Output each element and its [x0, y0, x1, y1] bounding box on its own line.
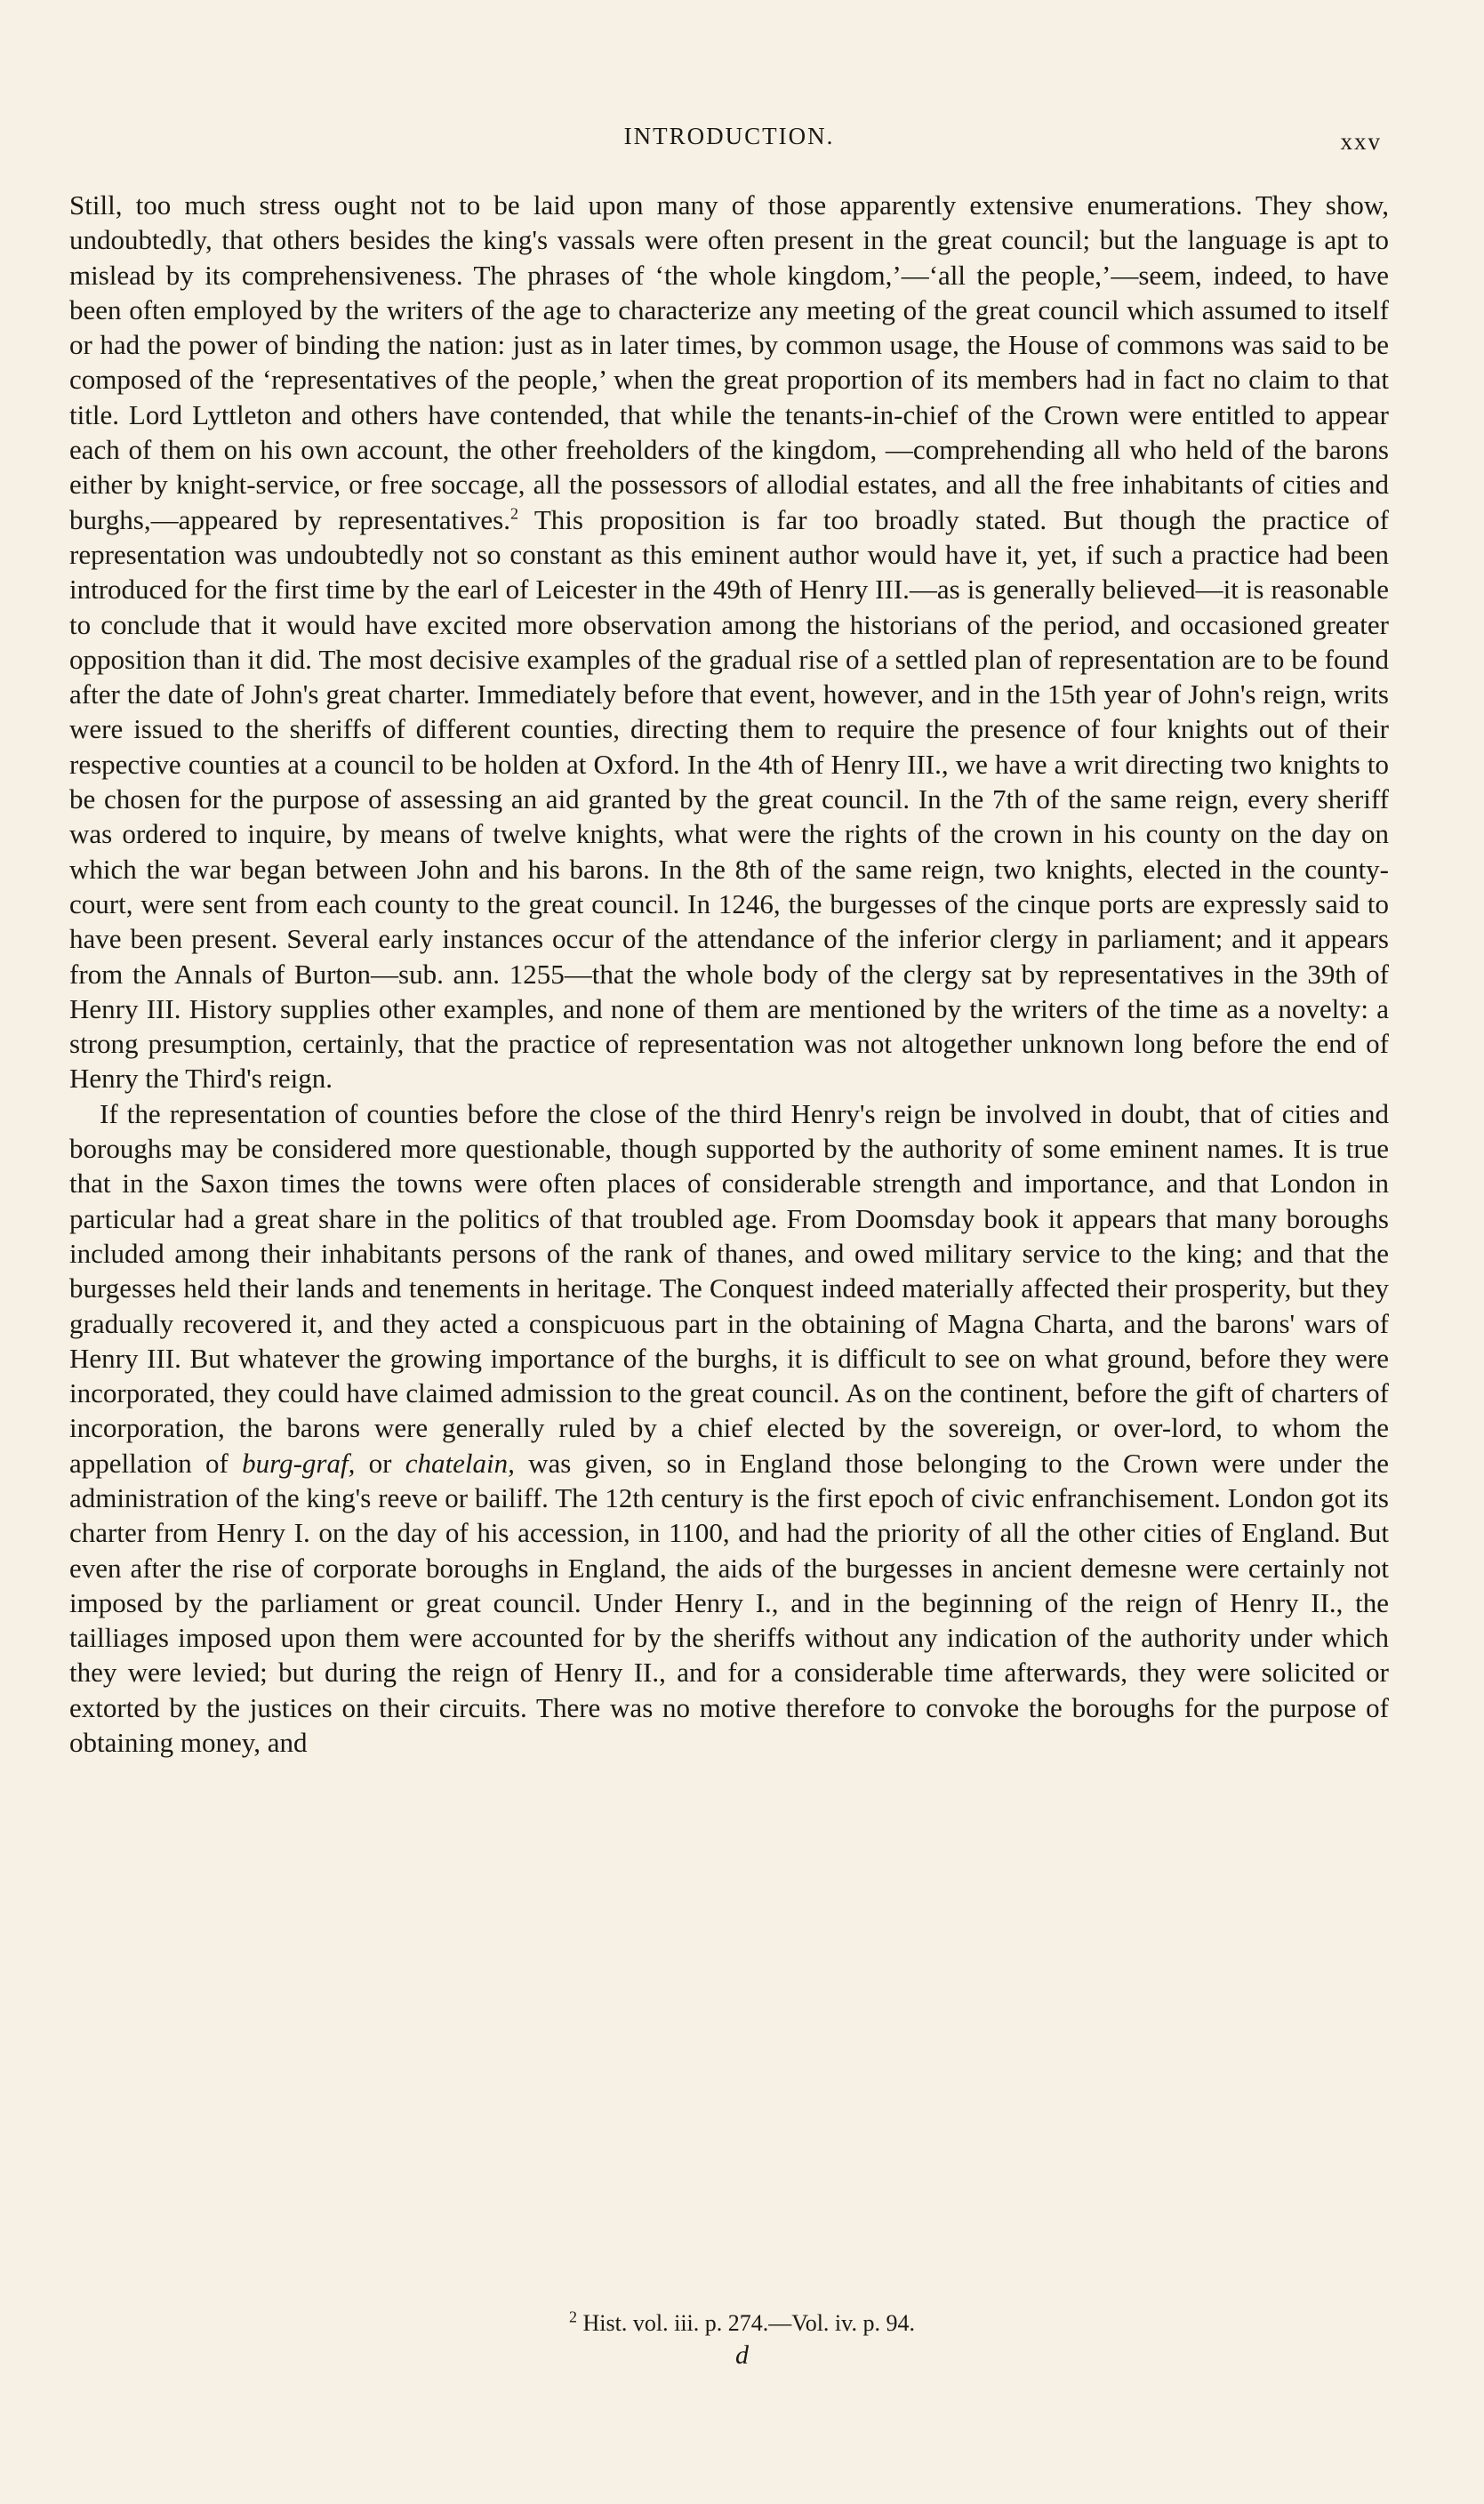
paragraph-text: was given, so in England those belonging to the Crown were under the administration of the king's reeve or bailiff. The 12th century is the first epoch of civic enfranchisement. London got its charter from Henry I. on the day of his accession, in 1100, and had the priority of all the other cities of England. But even after the rise of corporate boroughs in England, the aids of the burgesses in ancient demesne were certainly not imposed by the parliament or great council. Under Henry I., and in the beginning of the reign of Henry II., the tailliages imposed upon them were accounted for by the sheriffs without any indication of the authority under which they were levied; but during the reign of Henry II., and for a considerable time afterwards, they were solicited or extorted by the justices on their circuits. There was no motive therefore to convoke the boroughs for the purpose of obtaining money, and — [69, 1447, 1390, 1759]
body-text — [69, 188, 1389, 1760]
italic-term: chatelain, — [405, 1447, 515, 1479]
page-header — [69, 123, 1389, 158]
paragraph — [69, 188, 1389, 1096]
footnote — [0, 2307, 1484, 2337]
footnote-text: Hist. vol. iii. p. 274.—Vol. iv. p. 94. — [577, 2310, 915, 2336]
paragraph-text: Still, too much stress ought not to be laid upon many of those apparently extensive enumerations. They show, undoubtedly, that others besides the king's vassals were often present in the great council; but the language is apt to mislead by its comprehensiveness. The phrases of ‘the whole kingdom,’—‘all the people,’—seem, indeed, to have been often employed by the writers of the age to characterize any meeting of the great council which assumed to itself or had the power of binding the nation: just as in later times, by common usage, the House of commons was said to be composed of the ‘representatives of the people,’ when the great proportion of its members had in fact no claim to that title. Lord Lyttleton and others have contended, that while the tenants-in-chief of the Crown were entitled to appear each of them on his own account, the other freeholders of the kingdom, —comprehending all who held of the barons either by knight-service, or free soccage, all the possessors of allodial estates, and all the free inhabitants of cities and burghs,—appeared by representatives. — [69, 189, 1389, 535]
italic-term: burg-graf, — [242, 1447, 356, 1479]
page-number: xxv — [1340, 128, 1382, 155]
running-title: INTRODUCTION. — [623, 123, 835, 149]
paragraph-text: If the representation of counties before the close of the third Henry's reign be involved in doubt, that of cities and boroughs may be considered more questionable, though supported by the authority of some eminent names. It is true that in the Saxon times the towns were often places of considerable strength and importance, and that London in particular had a great share in the politics of that troubled age. From Doomsday book it appears that many boroughs included among their inhabitants persons of the rank of thanes, and owed military service to the king; and that the burgesses held their lands and tenements in heritage. The Conquest indeed materially affected their prosperity, but they gradually recovered it, and they acted a conspicuous part in the obtaining of Magna Charta, and the barons' wars of Henry III. But whatever the growing importance of the burghs, it is difficult to see on what ground, before they were incorporated, they could have claimed admission to the great council. As on the continent, before the gift of charters of incorporation, the barons were generally ruled by a chief elected by the sovereign, or over-lord, to whom the appellation of — [69, 1097, 1389, 1479]
signature-mark: d — [735, 2340, 749, 2370]
paragraph-text: This proposition is far too broadly stated. But though the practice of representation was undoubtedly not so constant as this eminent author would have it, yet, if such a practice had been introduced for the first time by the earl of Leicester in the 49th of Henry III.—as is generally believed—it is reasonable to conclude that it would have excited more observation among the historians of the period, and occasioned greater opposition than it did. The most decisive examples of the gradual rise of a settled plan of representation are to be found after the date of John's great charter. Immediately before that event, however, and in the 15th year of John's reign, writs were issued to the sheriffs of different counties, directing them to require the presence of four knights out of their respective counties at a council to be holden at Oxford. In the 4th of Henry III., we have a writ directing two knights to be chosen for the purpose of assessing an aid granted by the great council. In the 7th of the same reign, every sheriff was ordered to inquire, by means of twelve knights, what were the rights of the crown in his county on the day on which the war began between John and his barons. In the 8th of the same reign, two knights, elected in the county-court, were sent from each county to the great council. In 1246, the burgesses of the cinque ports are expressly said to have been present. Several early instances occur of the attendance of the inferior clergy in parliament; and it appears from the Annals of Burton—sub. ann. 1255—that the whole body of the clergy sat by representatives in the 39th of Henry III. History supplies other examples, and none of them are mentioned by the writers of the time as a novelty: a strong presumption, certainly, that the practice of representation was not altogether unknown long before the end of Henry the Third's reign. — [69, 503, 1389, 1095]
footnote-reference[interactable]: 2 — [509, 504, 518, 523]
paragraph-text: or — [355, 1447, 405, 1479]
paragraph — [69, 1096, 1389, 1761]
footnote-marker: 2 — [569, 2307, 578, 2326]
